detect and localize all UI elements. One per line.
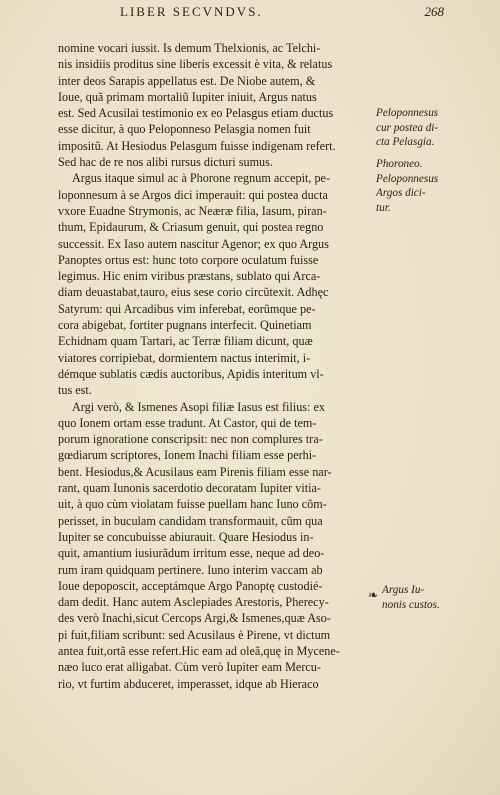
text-line: Argus itaque simul ac à Phorone regnum accepit, pe- [72, 171, 331, 186]
paragraph-3 [58, 399, 370, 692]
text-line: dam dedit. Hanc autem Asclepiades Arestoris, Pherecy- [58, 595, 329, 610]
text-line: rum iram quidquam pertinere. Iuno interim vaccam ab [58, 562, 323, 577]
paragraph-2 [58, 170, 370, 398]
text-line: legimus. Hic enim viribus præstans, sublato qui Arca- [58, 269, 321, 284]
text-line: impositũ. At Hesiodus Pelasgum fuisse indigenam refert. [58, 138, 336, 153]
margin-note-line: Argus Iu- [382, 584, 425, 596]
main-text-block [58, 40, 370, 692]
text-line: gœdiarum scriptores, Ionem Inachi filiam esse perhi- [58, 448, 317, 463]
text-line: pi fuit,filiam scribunt: sed Acusilaus è Pirene, vt dictum [58, 627, 331, 642]
text-line: antea fuit,ortã esse refert.Hic eam ad oleã,quę in Mycene- [58, 643, 340, 658]
margin-note-line: Phoroneo. [376, 158, 423, 170]
margin-note-line: cta Pelasgia. [376, 136, 435, 148]
text-line: esse dicitur, à quo Peloponneso Pelasgia nomen fuit [58, 122, 311, 137]
margin-note-phoroneo-argos [376, 157, 488, 215]
text-line: Iupiter se concubuisse abiurauit. Quare Hesiodus in- [58, 529, 314, 544]
margin-note-line: tur. [376, 201, 391, 214]
text-line: successit. Ex Iaso autem nascitur Agenor; ex quo Argus [58, 236, 329, 251]
text-line: Panoptes ortus est: hunc toto corpore oculatum fuisse [58, 252, 319, 267]
paragraph-1 [58, 40, 370, 170]
text-line: Argi verò, & Ismenes Asopi filiæ Iasus est filius: ex [72, 399, 325, 414]
text-line: porum ignoratione conscripsit: nec non complures tra- [58, 432, 323, 447]
text-line: rio, vt furtim abduceret, imperasset, idque ab Hieraco [58, 676, 319, 691]
text-line: des verò Inachi,sicut Cercops Argi,& Ismenes,quæ Aso- [58, 611, 331, 626]
page-number: 268 [424, 4, 444, 19]
page-header [60, 4, 444, 24]
text-line: inter deos Sarapis appellatus est. De Niobe autem, & [58, 73, 316, 88]
margin-note-line: Argos dici- [376, 187, 426, 199]
text-line: rant, quam Iunonis sacerdotio decoratam Iupiter vitia- [58, 481, 321, 496]
running-head: LIBER SECVNDVS. [120, 4, 263, 19]
text-line: uit, à quo cùm violatam fuisse puellam hanc Iuno cõm- [58, 497, 327, 512]
text-line: tus est. [58, 383, 92, 398]
text-line: quit, amantium iusiurãdum irritum esse, neque ad deo- [58, 546, 325, 561]
margin-note-line: nonis custos. [382, 598, 440, 611]
margin-note-line: cur postea di- [376, 121, 439, 134]
text-line: næo luco erat alligabat. Cùm verò Iupiter eam Mercu- [58, 660, 321, 675]
text-line: loponnesum à se Argos dici imperauit: qui postea ducta [58, 187, 328, 202]
text-line: thum, Epidaurum, & Criasum genuit, qui postea regno [58, 220, 324, 235]
text-line: Satyrum: qui Arcadibus vim inferebat, eorũmque pe- [58, 301, 316, 316]
text-line: cora abigebat, fortiter pugnans interfecit. Quinetiam [58, 318, 312, 333]
margin-note-line: Peloponnesus [376, 107, 439, 119]
text-line: nomine vocari iussit. Is demum Thelxionis, ac Telchi- [58, 41, 321, 55]
margin-note-peloponnesus-pelasgia [376, 106, 488, 150]
text-line: bent. Hesiodus,& Acusilaus eam Pirenis filiam esse nar- [58, 464, 332, 479]
text-line: perisset, in buculam candidam transformauit, cũm qua [58, 513, 323, 528]
margin-ornament-icon: ❧ [368, 588, 379, 602]
text-line: Ioue, quã primam mortaliũ Iupiter iniuit, Argus natus [58, 89, 317, 104]
text-line: Sed hac de re nos alibi rursus dicturi sumus. [58, 155, 273, 170]
text-line: Echidnam quam Tartari, ac Terræ filiam dicunt, quæ [58, 334, 313, 349]
text-line: nis insidiis proditus sine liberis excessit è vita, & relatus [58, 57, 333, 72]
text-line: viatores corripiebat, dormientem nactus interimit, i- [58, 350, 311, 365]
text-line: démque sublatis cædis auctoribus, Apidis interitum vl- [58, 366, 324, 381]
text-line: est. Sed Acusilai testimonio ex eo Pelasgus etiam ductus [58, 106, 334, 121]
text-line: Ioue depoposcit, acceptámque Argo Panoptę custodié- [58, 578, 323, 593]
margin-note-argus-custos [382, 583, 494, 612]
text-line: diam deuastabat,tauro, eius sese corio circũtexit. Adhęc [58, 285, 329, 300]
margin-note-line: Peloponnesus [376, 172, 439, 185]
text-line: quo Ionem ortam esse tradunt. At Castor, qui de tem- [58, 415, 317, 430]
text-line: vxore Euadne Strymonis, ac Neæræ filia, Iasum, piran- [58, 203, 327, 218]
